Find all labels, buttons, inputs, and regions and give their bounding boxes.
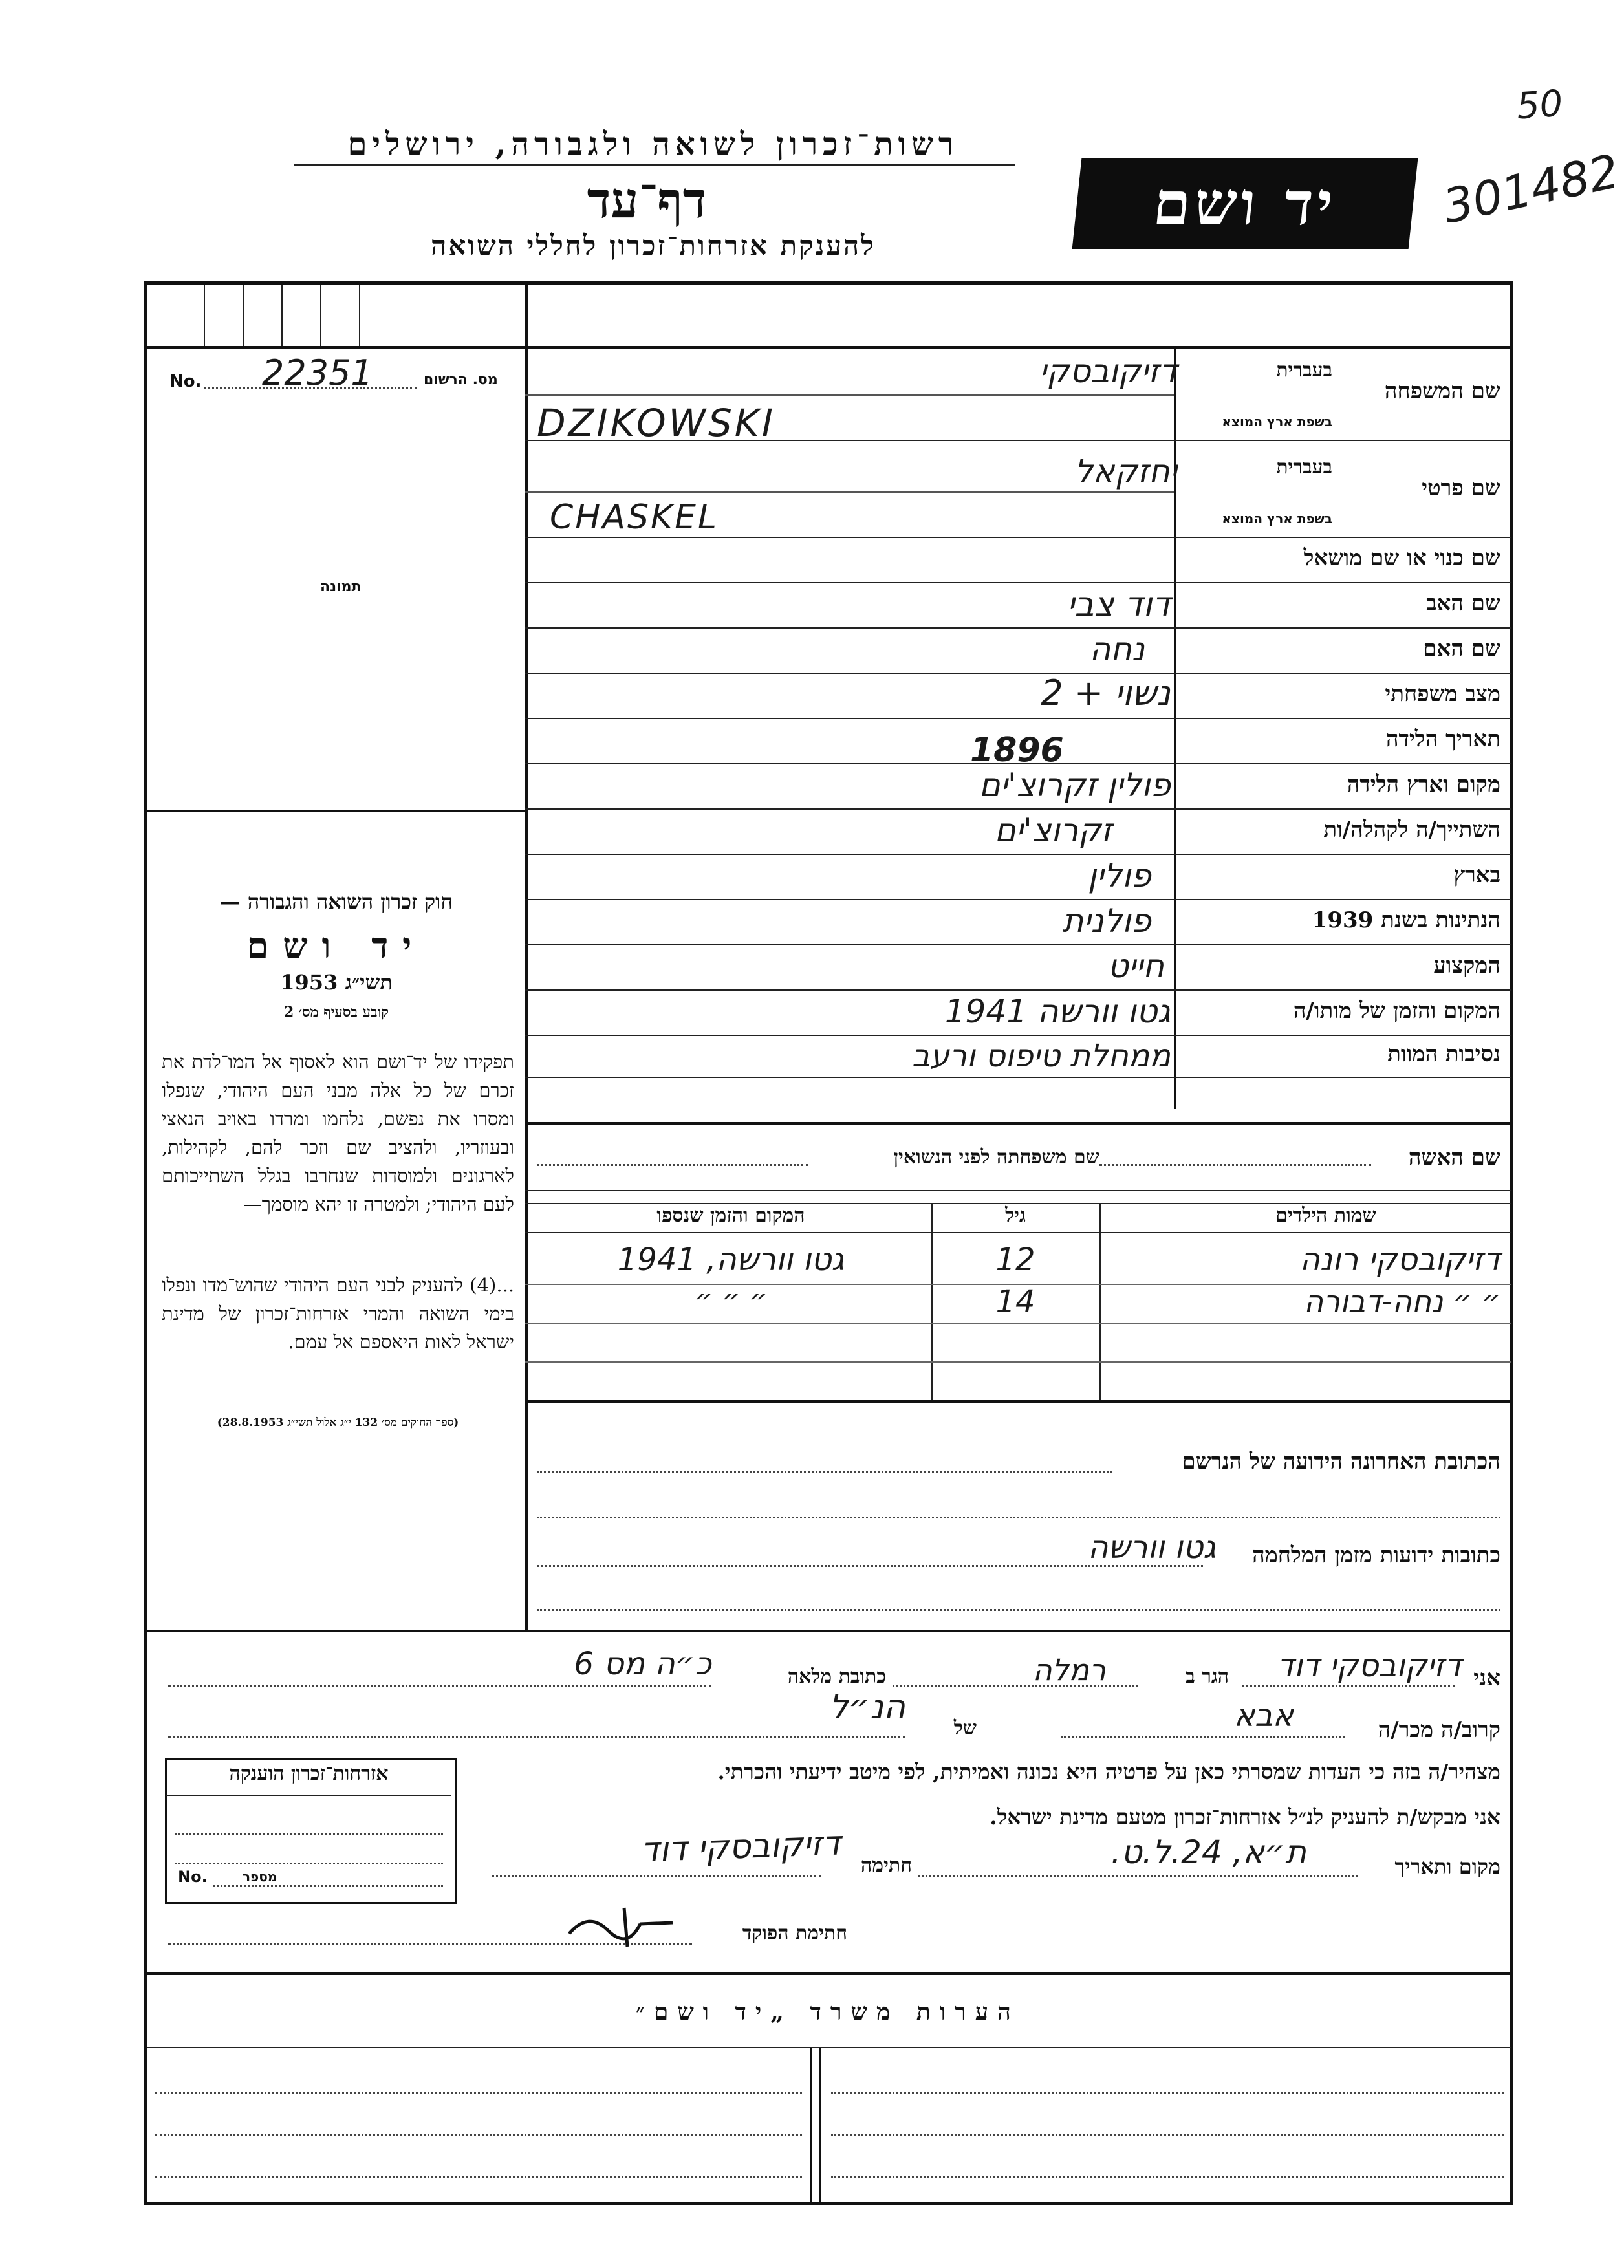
country-value: פולין bbox=[1087, 857, 1151, 894]
place-date-label: מקום ותאריך bbox=[1394, 1854, 1500, 1879]
family-origin-label: בשפת ארץ המוצא bbox=[1222, 414, 1332, 429]
nickname-label: שם כנוי או שם מושאל bbox=[1303, 545, 1500, 571]
relative-value: אבא bbox=[1234, 1698, 1294, 1734]
first-name-label: שם פרטי bbox=[1422, 475, 1500, 501]
mother-label: שם האם bbox=[1423, 636, 1500, 662]
child-name: ״ ״ נחה-דבורה bbox=[1304, 1284, 1500, 1319]
law-source: (ספר החוקים מס׳ 132 י״ג אלול תשי״ג 28.8.1953) bbox=[217, 1416, 459, 1429]
profession-value: חייט bbox=[1107, 947, 1164, 985]
wife-maiden-label: שם משפחתה לפני הנשואין bbox=[893, 1146, 1099, 1169]
profession-label: המקצוע bbox=[1433, 953, 1500, 978]
officer-signature-label: חתימת הפוקד bbox=[742, 1922, 847, 1945]
child-place: גטו וורשה, 1941 bbox=[617, 1242, 845, 1278]
death-value: גטו וורשה 1941 bbox=[944, 993, 1171, 1030]
community-value: זקרוצ'ים bbox=[994, 812, 1112, 849]
signature-label: חתימה bbox=[861, 1854, 912, 1877]
full-address-label: כתובת מלאה bbox=[787, 1665, 886, 1688]
grant-box-title: אזרחות־זכרון הוענקה bbox=[229, 1762, 389, 1785]
document-title: דף־עד bbox=[587, 171, 707, 229]
first-hebrew-label: בעברית bbox=[1276, 456, 1332, 479]
logo-text: יד ושם bbox=[1150, 169, 1340, 239]
first-name-hebrew: יחזקאל bbox=[1074, 453, 1177, 490]
citizenship-label: הנתינות בשנת 1939 bbox=[1312, 907, 1500, 933]
place-date-value: ת״א, 24.ל.ט. bbox=[1110, 1833, 1306, 1871]
main-divider bbox=[525, 285, 528, 1630]
birthdate-label: תאריך הלידה bbox=[1385, 726, 1500, 752]
org-name: רשות־זכרון לשואה ולגבורה, ירושלים bbox=[347, 126, 959, 162]
family-hebrew-label: בעברית bbox=[1276, 359, 1332, 382]
father-value: דוד צבי bbox=[1066, 585, 1171, 624]
birthplace-value: פולין זקרוצ'ים bbox=[979, 766, 1171, 804]
reg-no-value: 22351 bbox=[262, 352, 373, 393]
law-year: תשי״ג 1953 bbox=[280, 970, 393, 995]
birthdate-value: 1896 bbox=[970, 731, 1064, 770]
community-label: השתייך/ה לקהלה/ות bbox=[1323, 817, 1500, 843]
of-value: הנ״ל bbox=[829, 1688, 905, 1727]
declarant-label: אני bbox=[1473, 1665, 1500, 1691]
document-subtitle: להענקת אזרחות־זכרון לחללי השואה bbox=[431, 230, 876, 261]
of-label: של bbox=[953, 1717, 977, 1740]
corner-mark: 50 bbox=[1515, 82, 1564, 128]
law-title: חוק זכרון השואה והגבורה — bbox=[219, 889, 453, 914]
child-place: ״ ״ ״ bbox=[694, 1284, 768, 1317]
statement-2: אני מבקש/ת להעניק לנ״ל אזרחות־זכרון מטעם מדינת ישראל. bbox=[990, 1804, 1500, 1830]
law-clause: קובע בסעיף מס׳ 2 bbox=[283, 1004, 389, 1021]
country-label: בארץ bbox=[1453, 862, 1500, 888]
yad-vashem-logo bbox=[1072, 158, 1418, 249]
relative-label: קרוב/ה מכר/ה bbox=[1378, 1717, 1500, 1743]
law-name: יד ושם bbox=[246, 925, 426, 966]
mother-value: נחה bbox=[1089, 631, 1145, 668]
child-age: 14 bbox=[995, 1284, 1035, 1320]
archive-number: 301482 bbox=[1438, 144, 1624, 234]
statement-1: מצהיר/ה בזה כי העדות שמסרתי כאן על פרטיה היא נכונה ואמיתית, לפי מיטב ידיעתי והכרתי. bbox=[717, 1759, 1500, 1784]
top-row-line bbox=[147, 346, 1511, 349]
resident-label: הגר ב bbox=[1186, 1665, 1229, 1688]
declarant-value: דזיקובסקי דוד bbox=[1277, 1648, 1462, 1684]
grant-no-label: No. bbox=[178, 1868, 208, 1886]
family-name-hebrew: דזיקובסקי bbox=[1039, 352, 1177, 390]
family-name-label: שם המשפחה bbox=[1384, 378, 1500, 404]
last-address-label: הכתובת האחרונה הידועה של הנרשם bbox=[1182, 1449, 1500, 1474]
marital-value: נשוי + 2 bbox=[1041, 673, 1171, 713]
first-origin-label: בשפת ארץ המוצא bbox=[1222, 511, 1332, 526]
reg-no-label: No. bbox=[169, 372, 202, 391]
law-paragraph-1: תפקידו של יד־ושם הוא לאסוף אל המו־לדת את זכרם של כל אלה מבני העם היהודי, שנפלו ומסרו את נפשם, נלחמו ומרדו באויב הנאצי ובעוזריו, ולהציב שם וזכר להם, לקהילות, לארגונים ולמוסדות שנחרבו בגלל השתייכותם לעם היהודי; ולמטרה זו יהא מוסמך— bbox=[162, 1051, 514, 1215]
father-label: שם האב bbox=[1426, 590, 1500, 616]
signature-value: דזיקובסקי דוד bbox=[640, 1824, 841, 1870]
war-address-label: כתובות ידועות מזמן המלחמה bbox=[1252, 1542, 1500, 1568]
org-underline bbox=[294, 164, 1015, 166]
child-name: דזיקובסקי רונה bbox=[1299, 1242, 1500, 1278]
children-age-header: גיל bbox=[1005, 1204, 1026, 1227]
birthplace-label: מקום וארץ הלידה bbox=[1347, 772, 1500, 797]
full-address-value: כ״ה מס 6 bbox=[574, 1646, 711, 1682]
children-place-header: המקום והזמן שנספו bbox=[656, 1204, 805, 1227]
children-names-header: שמות הילדים bbox=[1275, 1204, 1376, 1227]
notes-title: הערות משרד „יד ושם״ bbox=[636, 1998, 1020, 2025]
child-age: 12 bbox=[995, 1242, 1035, 1278]
wife-label: שם האשה bbox=[1408, 1145, 1500, 1171]
war-address-value: גטו וורשה bbox=[1088, 1529, 1216, 1566]
grant-number-label: מספר bbox=[243, 1869, 277, 1885]
family-name-origin: DZIKOWSKI bbox=[537, 401, 775, 445]
marital-label: מצב משפחתי bbox=[1385, 681, 1500, 707]
cause-value: ממחלת טיפוס ורעב bbox=[912, 1038, 1171, 1074]
reg-label: מס. הרשום bbox=[424, 372, 498, 388]
citizenship-value: פולנית bbox=[1062, 902, 1151, 940]
death-label: המקום והזמן של מותו/ה bbox=[1293, 998, 1500, 1024]
officer-signature-scribble bbox=[563, 1905, 679, 1950]
resident-value: רמלה bbox=[1032, 1652, 1106, 1687]
first-name-origin: CHASKEL bbox=[550, 498, 719, 537]
photo-bottom-line bbox=[147, 810, 525, 812]
photo-label: תמונה bbox=[320, 579, 362, 595]
cause-label: נסיבות המוות bbox=[1387, 1041, 1500, 1067]
law-paragraph-2: ...(4) להעניק לבני העם היהודי שהוש־מדו ונפלו בימי השואה והמרי אזרחות־זכרון של מדינת ישראל לאות היאספם אל עמם. bbox=[162, 1274, 514, 1353]
